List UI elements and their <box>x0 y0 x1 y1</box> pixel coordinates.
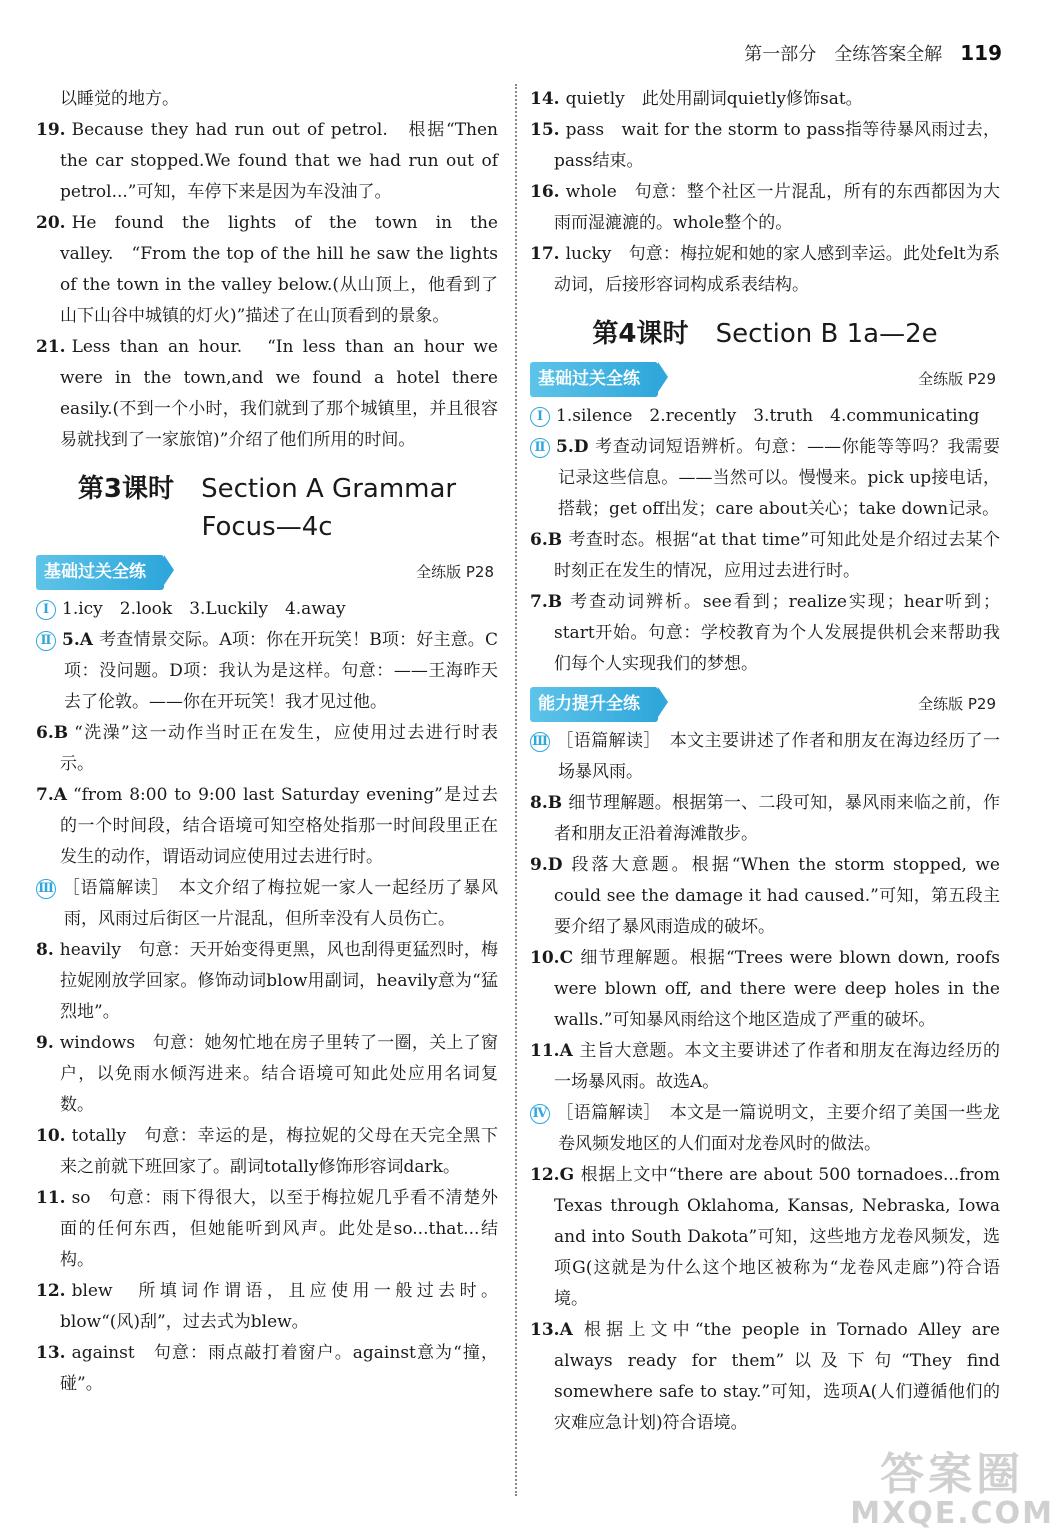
answer-item <box>530 177 1000 239</box>
answer-item <box>530 239 1000 301</box>
item-text: 细节理解题。根据“Trees were blown down, roofs were blown off, and there were deep holes in the walls.”可知暴风雨给这个地区造成了严重的破坏。 <box>554 948 1000 1030</box>
answer-item <box>36 1028 498 1121</box>
answer-list <box>530 432 1000 680</box>
part-2-marker: Ⅱ <box>530 438 550 458</box>
item-number: 10. <box>36 1126 66 1146</box>
part-4-summary: ［语篇解读］ 本文是一篇说明文，主要介绍了美国一些龙卷风频发地区的人们面对龙卷风时的做法。 <box>556 1103 1000 1154</box>
item-text: 考查动词辨析。see看到；realize实现；hear听到；start开始。句意：学校教育为个人发展提供机会来帮助我们每个人实现我们的梦想。 <box>554 592 1000 674</box>
answer-item <box>36 1338 498 1400</box>
item-text: lucky 句意：梅拉妮和她的家人感到幸运。此处felt为系动词，后接形容词构成系表结构。 <box>554 244 1000 295</box>
right-column <box>530 84 1000 1439</box>
item-text: quietly 此处用副词quietly修饰sat。 <box>565 89 863 109</box>
item-number: 13.A <box>530 1320 573 1340</box>
section-bar <box>530 363 1000 395</box>
item-text: 细节理解题。根据第一、二段可知，暴风雨来临之前，作者和朋友正沿着海滩散步。 <box>554 793 1000 844</box>
item-text: heavily 句意：天开始变得更黑，风也刮得更猛烈时，梅拉妮刚放学回家。修饰动词blow用副词，heavily意为“猛烈地”。 <box>59 940 498 1022</box>
lesson-title <box>530 315 1000 353</box>
item-text: “from 8:00 to 9:00 last Saturday evening”是过去的一个时间段，结合语境可知空格处指那一时间段里正在发生的动作，谓语动词应使用过去进行时。 <box>60 785 498 867</box>
answer-item <box>530 943 1000 1036</box>
item-number: 9.D <box>530 855 563 875</box>
part-3-marker: Ⅲ <box>530 732 550 752</box>
answer-item <box>530 850 1000 943</box>
item-text: so 句意：雨下得很大，以至于梅拉妮几乎看不清楚外面的任何东西，但她能听到风声。此处是so...that...结构。 <box>60 1188 498 1270</box>
answer-item <box>36 1121 498 1183</box>
answer-item <box>36 1276 498 1338</box>
watermark-bottom: MXQE.COM <box>850 1496 1054 1531</box>
part-1-answers: 1.icy 2.look 3.Luckily 4.away <box>62 599 346 619</box>
answer-list <box>530 788 1000 1098</box>
page-reference: 全练版 P29 <box>918 694 996 713</box>
part-3-summary: ［语篇解读］ 本文主要讲述了作者和朋友在海边经历了一场暴风雨。 <box>556 731 1000 782</box>
watermark-top: 答案圈 <box>880 1449 1025 1500</box>
part-4-marker: Ⅳ <box>530 1104 550 1124</box>
item-text: 主旨大意题。本文主要讲述了作者和朋友在海边经历的一场暴风雨。故选A。 <box>554 1041 1000 1092</box>
item-number: 16. <box>530 182 560 202</box>
part-1 <box>530 401 1000 432</box>
part-1-answers: 1.silence 2.recently 3.truth 4.communicating <box>556 406 980 426</box>
watermark-logo <box>850 1449 1054 1531</box>
item-number: 9. <box>36 1033 54 1053</box>
part-1 <box>36 594 498 625</box>
section-bar <box>36 556 498 588</box>
answer-item <box>530 432 1000 525</box>
item-number: 8.B <box>530 793 563 813</box>
item-number: 8. <box>36 940 54 960</box>
continued-text: 以睡觉的地方。 <box>60 89 179 109</box>
answer-item <box>530 84 1000 115</box>
page-reference: 全练版 P28 <box>416 562 494 581</box>
page-reference: 全练版 P29 <box>918 369 996 388</box>
item-text: 根据上文中“there are about 500 tornadoes...from Texas through Oklahoma, Kansas, Nebraska, Iowa and into South Dakota”可知，这些地方龙卷风频发，选项G(这就是为什么这个地区被称为“龙卷风走廊”)符合语境。 <box>554 1165 1000 1309</box>
answer-item <box>530 115 1000 177</box>
answer-item <box>530 587 1000 680</box>
part-3-summary: ［语篇解读］ 本文介绍了梅拉妮一家人一起经历了暴风雨，风雨过后街区一片混乱，但所幸没有人员伤亡。 <box>62 878 498 929</box>
lesson-number: 第4课时 <box>592 319 689 349</box>
answer-list <box>36 625 498 873</box>
item-text: windows 句意：她匆忙地在房子里转了一圈，关上了窗户，以免雨水倾泻进来。结合语境可知此处应用名词复数。 <box>59 1033 498 1115</box>
column-divider <box>515 84 517 1496</box>
item-number: 21. <box>36 337 66 357</box>
answer-item <box>36 208 498 332</box>
item-number: 7.A <box>36 785 67 805</box>
item-number: 12. <box>36 1281 66 1301</box>
lesson-title <box>36 470 498 546</box>
page-number: 119 <box>960 41 1002 65</box>
item-number: 12.G <box>530 1165 575 1185</box>
part-4 <box>530 1098 1000 1160</box>
item-number: 5.D <box>556 437 589 457</box>
part-1-marker: Ⅰ <box>530 407 550 427</box>
item-number: 14. <box>530 89 560 109</box>
part-3-marker: Ⅲ <box>36 879 56 899</box>
item-number: 15. <box>530 120 560 140</box>
item-number: 19. <box>36 120 66 140</box>
item-number: 7.B <box>530 592 563 612</box>
item-text: whole 句意：整个社区一片混乱，所有的东西都因为大雨而湿漉漉的。whole整个的。 <box>554 182 1000 233</box>
answer-item <box>36 718 498 780</box>
answer-list <box>36 115 498 456</box>
answer-list <box>530 1160 1000 1439</box>
item-text: Because they had run out of petrol. 根据“Then the car stopped.We found that we had run out of petrol...”可知，车停下来是因为车没油了。 <box>60 120 498 202</box>
item-number: 11. <box>36 1188 66 1208</box>
section-tag: 基础过关全练 <box>530 362 658 397</box>
item-text: against 句意：雨点敲打着窗户。against意为“撞，碰”。 <box>60 1343 498 1394</box>
item-number: 6.B <box>36 723 69 743</box>
item-text: pass wait for the storm to pass指等待暴风雨过去，pass结束。 <box>554 120 1000 171</box>
lesson-number: 第3课时 <box>77 474 174 504</box>
answer-item <box>530 525 1000 587</box>
item-text: 段落大意题。根据“When the storm stopped, we could see the damage it had caused.”可知，第五段主要介绍了暴风雨造成的破坏。 <box>554 855 1000 937</box>
item-text: 考查动词短语辨析。句意：——你能等等吗？我需要记录这些信息。——当然可以。慢慢来。pick up接电话，搭载；get off出发；care about关心；take down记录。 <box>558 437 1000 519</box>
part-2-marker: Ⅱ <box>36 631 56 651</box>
page-header <box>744 40 1002 66</box>
answer-item <box>36 935 498 1028</box>
part-1-marker: Ⅰ <box>36 600 56 620</box>
lesson-section-cont: Focus—4c <box>201 512 333 542</box>
item-text: 根据上文中“the people in Tornado Alley are always ready for them”以及下句“They find somewhere safe to stay.”可知，选项A(人们遵循他们的灾难应急计划)符合语境。 <box>554 1320 1000 1433</box>
item-text: blew 所填词作谓语，且应使用一般过去时。blow“(风)刮”，过去式为blew。 <box>60 1281 498 1332</box>
item-number: 20. <box>36 213 66 233</box>
section-tag: 能力提升全练 <box>530 687 658 722</box>
lesson-section: Section A Grammar <box>201 474 457 504</box>
item-text: 考查情景交际。A项：你在开玩笑！B项：好主意。C项：没问题。D项：我认为是这样。句意：——王海昨天去了伦敦。——你在开玩笑！我才见过他。 <box>64 630 498 712</box>
answer-list <box>530 84 1000 301</box>
item-number: 5.A <box>62 630 93 650</box>
answer-item <box>36 1183 498 1276</box>
left-column <box>36 84 498 1400</box>
answer-item <box>530 1315 1000 1439</box>
item-text: 考查时态。根据“at that time”可知此处是介绍过去某个时刻正在发生的情况，应用过去进行时。 <box>554 530 1000 581</box>
part-3 <box>530 726 1000 788</box>
answer-item <box>36 332 498 456</box>
answer-item <box>36 780 498 873</box>
item-number: 17. <box>530 244 560 264</box>
answer-item <box>530 1036 1000 1098</box>
answer-item <box>36 115 498 208</box>
item-number: 10.C <box>530 948 574 968</box>
item-text: He found the lights of the town in the valley. “From the top of the hill he saw the lights of the town in the valley below.(从山顶上，他看到了山下山谷中城镇的灯火)”描述了在山顶看到的景象。 <box>60 213 498 326</box>
item-number: 13. <box>36 1343 66 1363</box>
section-tag: 基础过关全练 <box>36 555 164 590</box>
part-3 <box>36 873 498 935</box>
answer-item <box>530 788 1000 850</box>
section-label: 第一部分 全练答案全解 <box>744 44 943 65</box>
answer-item <box>36 625 498 718</box>
item-text: Less than an hour. “In less than an hour we were in the town,and we found a hotel there easily.(不到一个小时，我们就到了那个城镇里，并且很容易就找到了一家旅馆)”介绍了他们所用的时间。 <box>60 337 498 450</box>
item-number: 6.B <box>530 530 563 550</box>
item-text: totally 句意：幸运的是，梅拉妮的父母在天完全黑下来之前就下班回家了。副词totally修饰形容词dark。 <box>60 1126 498 1177</box>
answer-list <box>36 935 498 1400</box>
section-bar <box>530 688 1000 720</box>
item-number: 11.A <box>530 1041 573 1061</box>
lesson-section: Section B 1a—2e <box>715 319 938 349</box>
item-text: “洗澡”这一动作当时正在发生，应使用过去进行时表示。 <box>60 723 498 774</box>
answer-item <box>530 1160 1000 1315</box>
